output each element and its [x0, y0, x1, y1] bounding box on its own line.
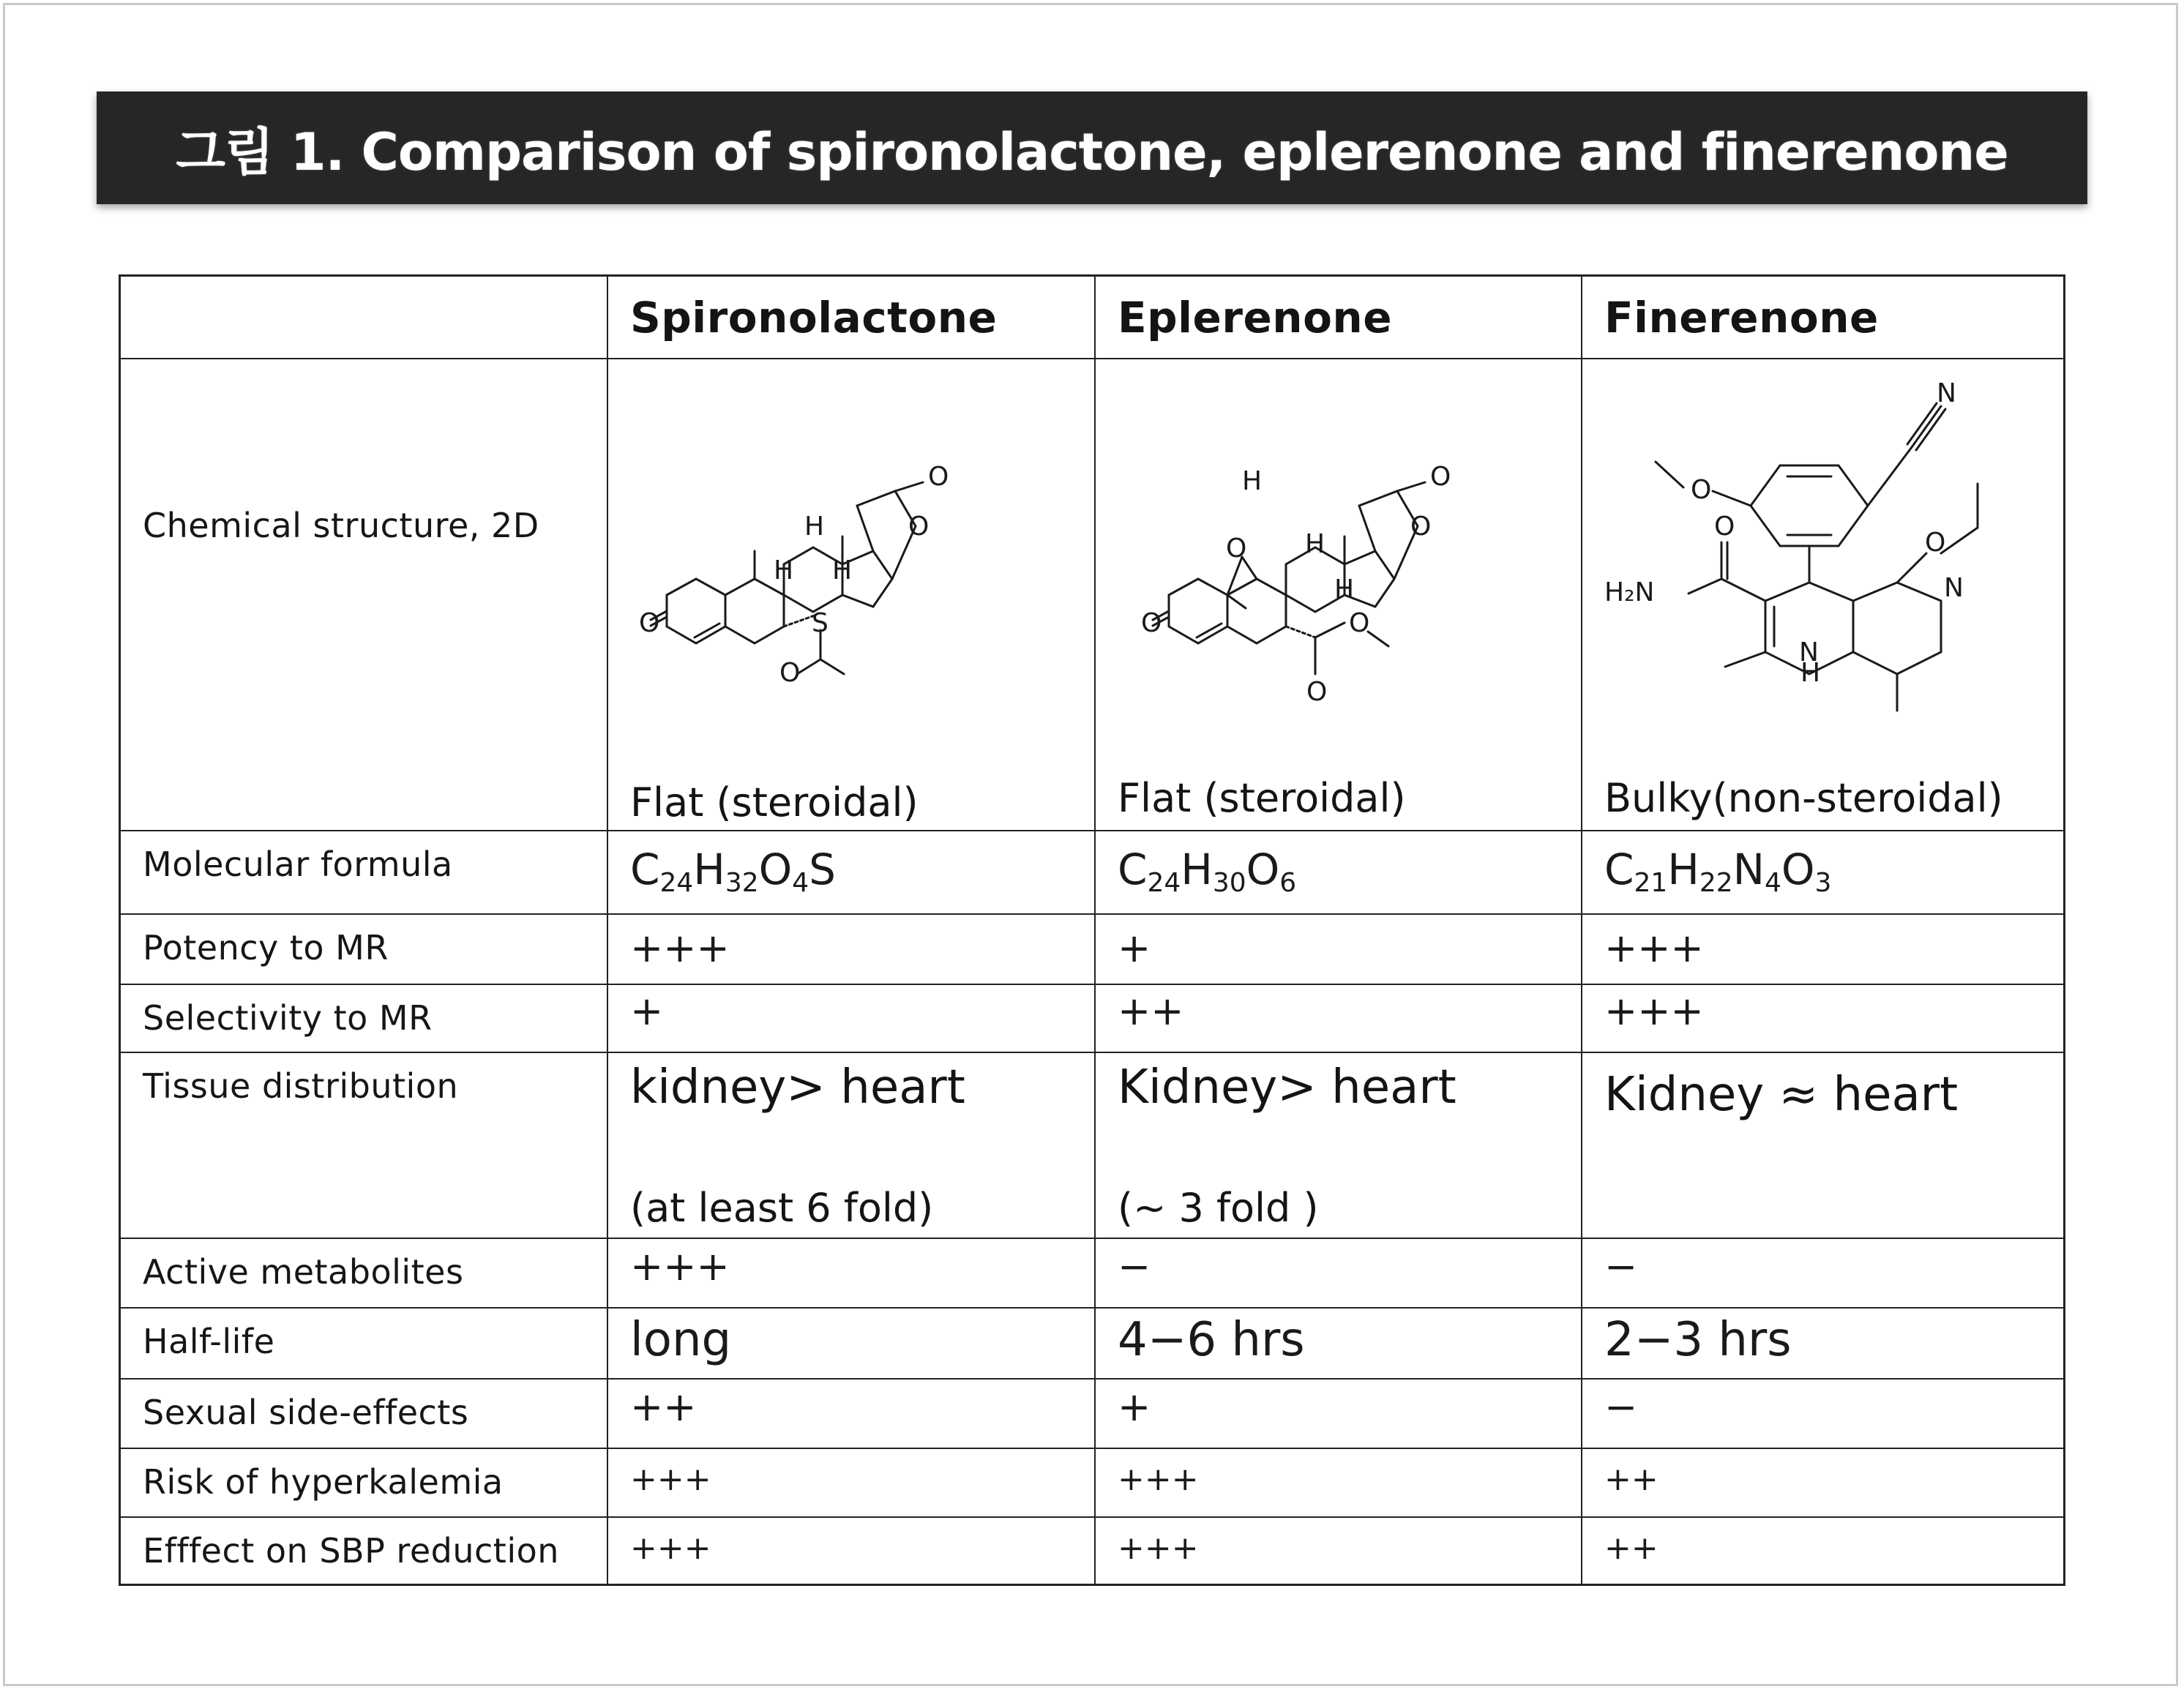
atom-label: N	[1944, 573, 1964, 603]
atom-label: O	[639, 608, 660, 638]
atom-label: H	[804, 512, 825, 542]
atom-label: O	[1306, 677, 1328, 707]
tissue-note: (at least 6 fold)	[630, 1185, 934, 1231]
selectivity-spironolactone: +	[608, 985, 1096, 1053]
sexual-spironolactone: ++	[608, 1380, 1096, 1449]
structure-caption-spironolactone: Flat (steroidal)	[630, 779, 919, 826]
atom-label: O	[908, 512, 930, 542]
eplerenone-structure	[1096, 359, 1582, 831]
tissue-spironolactone	[608, 1053, 1096, 1239]
sbp-finerenone: ++	[1604, 1530, 1658, 1567]
tissue-value: Kidney ≈ heart	[1604, 1068, 1959, 1122]
row-label-potency: Potency to MR	[121, 915, 608, 985]
header-empty-cell	[121, 277, 608, 359]
formula-spironolactone: $C_{24}H_{32}O_4S$	[608, 831, 1096, 915]
tissue-eplerenone	[1096, 1053, 1582, 1239]
potency-eplerenone: +	[1096, 915, 1582, 985]
structure-caption-finerenone: Bulky(non-steroidal)	[1604, 775, 2003, 821]
finerenone-structure	[1582, 359, 2063, 831]
structure-cell-eplerenone	[1096, 359, 1582, 831]
row-label-hyperkalemia: Risk of hyperkalemia	[121, 1449, 608, 1518]
sbp-eplerenone: +++	[1096, 1518, 1582, 1584]
potency-finerenone: +++	[1582, 915, 2063, 985]
row-label-structure: Chemical structure, 2D	[121, 359, 608, 831]
row-label-metabolites: Active metabolites	[121, 1239, 608, 1309]
atom-label: O	[1430, 462, 1451, 492]
atom-label: H₂N	[1604, 577, 1655, 607]
atom-label: O	[1691, 475, 1712, 505]
figure-title: 그림 1. Comparison of spironolactone, eplerenone and finerenone	[176, 121, 2008, 182]
atom-label: H	[1242, 466, 1263, 496]
sexual-eplerenone: +	[1096, 1380, 1582, 1449]
atom-label: O	[779, 658, 801, 688]
sbp-spironolactone: +++	[608, 1518, 1096, 1584]
spironolactone-structure	[608, 359, 1096, 831]
selectivity-eplerenone: ++	[1096, 985, 1582, 1053]
atom-label: S	[812, 608, 829, 638]
atom-label: O	[928, 462, 949, 492]
tissue-finerenone	[1582, 1053, 2063, 1239]
selectivity-finerenone: +++	[1582, 985, 2063, 1053]
metabolites-eplerenone: −	[1096, 1239, 1582, 1309]
comparison-table	[119, 274, 2065, 1586]
row-label-sexual: Sexual side-effects	[121, 1380, 608, 1449]
row-label-halflife: Half-life	[121, 1309, 608, 1380]
header-spironolactone: Spironolactone	[608, 277, 1096, 359]
tissue-value: kidney> heart	[630, 1060, 965, 1115]
hyperkalemia-finerenone: ++	[1582, 1449, 2063, 1518]
structure-cell-spironolactone	[608, 359, 1096, 831]
header-finerenone: Finerenone	[1582, 277, 2063, 359]
atom-label: H	[1305, 529, 1325, 559]
row-label-sbp: Efffect on SBP reduction	[121, 1518, 608, 1584]
hyperkalemia-eplerenone: +++	[1096, 1449, 1582, 1518]
atom-label: N	[1799, 637, 1819, 667]
atom-label: O	[1925, 528, 1946, 558]
atom-label: H	[1334, 574, 1355, 604]
potency-spironolactone: +++	[608, 915, 1096, 985]
metabolites-spironolactone: +++	[608, 1239, 1096, 1309]
formula-finerenone: $C_{21}H_{22}N_4O_3$	[1582, 831, 2063, 915]
row-label-formula: Molecular formula	[121, 831, 608, 915]
structure-caption-eplerenone: Flat (steroidal)	[1118, 775, 1406, 821]
tissue-value: Kidney> heart	[1118, 1060, 1456, 1115]
row-label-tissue: Tissue distribution	[121, 1053, 608, 1239]
atom-label: O	[1349, 608, 1370, 638]
row-label-selectivity: Selectivity to MR	[121, 985, 608, 1053]
formula-eplerenone: $C_{24}H_{30}O_6$	[1096, 831, 1582, 915]
atom-label: N	[1937, 378, 1956, 408]
atom-label: O	[1226, 534, 1247, 564]
halflife-finerenone: 2−3 hrs	[1582, 1309, 2063, 1380]
hyperkalemia-spironolactone: +++	[608, 1449, 1096, 1518]
atom-label: H	[774, 555, 794, 585]
structure-cell-finerenone	[1582, 359, 2063, 831]
halflife-eplerenone: 4−6 hrs	[1096, 1309, 1582, 1380]
sexual-finerenone: −	[1582, 1380, 2063, 1449]
tissue-note: (~ 3 fold )	[1118, 1185, 1319, 1231]
atom-label: O	[1141, 608, 1162, 638]
atom-label: H	[832, 555, 853, 585]
figure-banner	[97, 91, 2087, 204]
atom-label: H	[1800, 658, 1821, 688]
header-eplerenone: Eplerenone	[1096, 277, 1582, 359]
atom-label: O	[1410, 512, 1432, 542]
atom-label: O	[1714, 512, 1735, 542]
halflife-spironolactone: long	[608, 1309, 1096, 1380]
metabolites-finerenone: −	[1582, 1239, 2063, 1309]
